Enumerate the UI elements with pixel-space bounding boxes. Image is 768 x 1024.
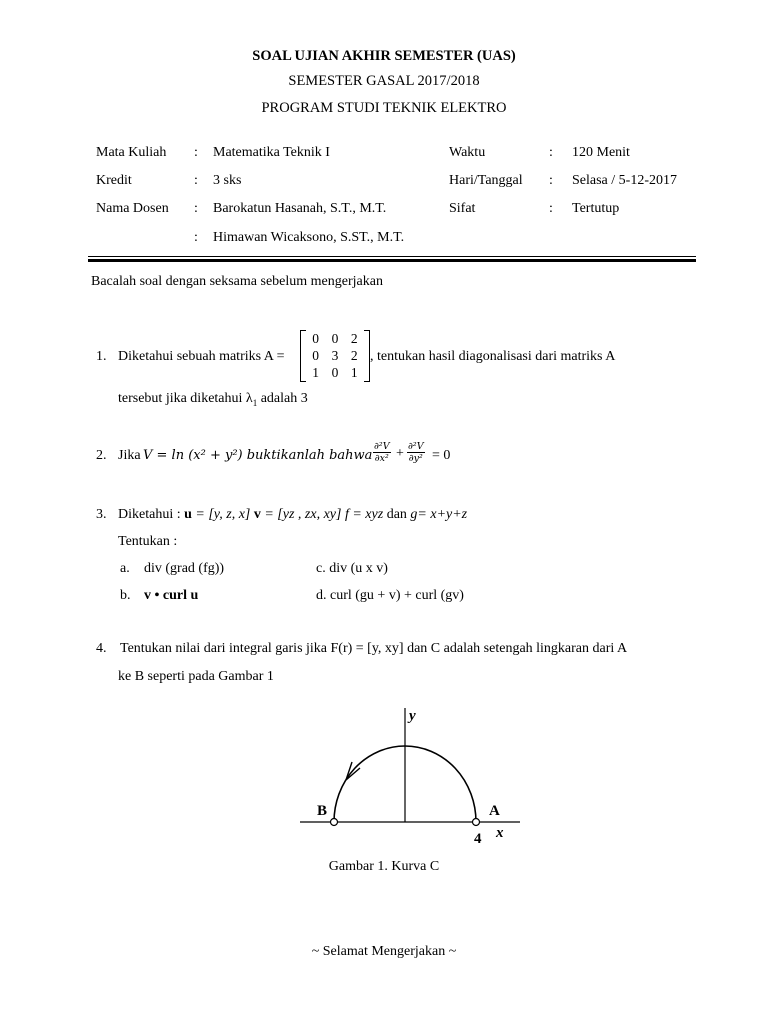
matrix-cell: 0 — [331, 365, 339, 380]
matrix-row — [306, 331, 364, 348]
question-number: 4. — [96, 641, 107, 656]
info-value-date: Selasa / 5-12-2017 — [572, 173, 677, 188]
fraction-numerator: ∂²V — [374, 441, 390, 452]
matrix-cell: 2 — [350, 348, 358, 363]
point-b — [331, 819, 338, 826]
q1-lambda-subscript: 1 — [252, 397, 258, 408]
question-number: 2. — [96, 448, 107, 463]
exam-title: SOAL UJIAN AKHIR SEMESTER (UAS) — [252, 48, 516, 64]
q3-v-def: = [yz , zx, xy] — [260, 507, 345, 522]
q3-f: f — [344, 507, 349, 522]
q4-line-2: ke B seperti pada Gambar 1 — [118, 669, 274, 684]
info-value-lecturer-2: Himawan Wicaksono, S.ST., M.T. — [213, 230, 405, 245]
fraction-numerator: ∂²V — [408, 441, 424, 452]
matrix-cell: 0 — [312, 348, 320, 363]
info-label-credit: Kredit — [96, 173, 132, 188]
info-value-nature: Tertutup — [572, 201, 620, 216]
q3-item-b: v • curl u — [144, 588, 199, 603]
program-label: PROGRAM STUDI TEKNIK ELEKTRO — [261, 100, 507, 116]
q2-plus: + — [396, 446, 404, 461]
q3-item-a-label: a. — [120, 561, 130, 576]
info-colon: : — [194, 173, 198, 188]
info-colon: : — [549, 145, 553, 160]
q1-text-post: , tentukan hasil diagonalisasi dari matriks A — [370, 349, 616, 364]
header-divider-thick — [88, 259, 696, 262]
point-a — [473, 819, 480, 826]
semester-label: SEMESTER GASAL 2017/2018 — [288, 73, 480, 89]
info-colon: : — [194, 230, 198, 245]
q2-fraction-x — [373, 441, 391, 464]
q1-line-2a: tersebut jika diketahui λ — [118, 391, 253, 406]
info-value-course: Matematika Teknik I — [213, 145, 330, 160]
q3-g-def: = x+y+z — [417, 507, 468, 522]
matrix-cell: 3 — [331, 348, 339, 363]
q3-u: u — [184, 507, 192, 522]
matrix-cell: 1 — [312, 365, 320, 380]
matrix-cell: 1 — [350, 365, 358, 380]
x-axis-label: x — [496, 825, 504, 841]
footer-text: ~ Selamat Mengerjakan ~ — [311, 944, 457, 959]
figure-caption: Gambar 1. Kurva C — [328, 859, 440, 874]
q3-given-label: Diketahui : — [118, 507, 185, 522]
info-colon: : — [549, 201, 553, 216]
q3-item-b-label: b. — [120, 588, 131, 603]
info-colon: : — [549, 173, 553, 188]
question-number: 1. — [96, 349, 107, 364]
q3-item-c: c. div (u x v) — [316, 561, 388, 576]
q1-line-2b: adalah 3 — [257, 391, 308, 406]
q3-item-a: div (grad (fg)) — [144, 561, 225, 576]
q3-tentukan: Tentukan : — [118, 534, 178, 549]
info-value-time: 120 Menit — [572, 145, 630, 160]
q2-equals-zero: = 0 — [432, 448, 451, 463]
fraction-denominator: ∂x² — [374, 453, 389, 464]
q2-fraction-y — [407, 441, 425, 464]
q1-line-2 — [118, 391, 308, 408]
info-value-credit: 3 sks — [213, 173, 242, 188]
info-colon: : — [194, 201, 198, 216]
q3-dan: dan — [383, 507, 411, 522]
q3-u-def: = [y, z, x] — [191, 507, 254, 522]
q4-line-1: Tentukan nilai dari integral garis jika F(r) = [y, xy] dan C adalah setengah lingkaran dari A — [120, 641, 628, 656]
q2-jika: Jika — [118, 448, 141, 463]
question-number: 3. — [96, 507, 107, 522]
info-colon: : — [194, 145, 198, 160]
instruction-text: Bacalah soal dengan seksama sebelum mengerjakan — [91, 274, 383, 289]
q3-v: v — [253, 507, 261, 522]
info-label-course: Mata Kuliah — [96, 145, 167, 160]
info-value-lecturer-1: Barokatun Hasanah, S.T., M.T. — [213, 201, 387, 216]
matrix-row — [306, 365, 364, 382]
matrix-row — [306, 348, 364, 365]
y-axis-label: y — [409, 708, 416, 724]
info-label-lecturer: Nama Dosen — [96, 201, 169, 216]
q3-g: g — [410, 507, 418, 522]
label-b: B — [317, 803, 328, 819]
q1-text-pre: Diketahui sebuah matriks A = — [118, 349, 285, 364]
matrix-cell: 0 — [312, 331, 320, 346]
fraction-denominator: ∂y² — [408, 453, 423, 464]
q3-item-d: d. curl (gu + v) + curl (gv) — [316, 588, 464, 603]
figure-curve-c — [290, 700, 530, 850]
header-divider-thin — [88, 256, 696, 257]
label-a: A — [489, 803, 500, 819]
matrix-cell: 0 — [331, 331, 339, 346]
q3-given — [118, 507, 467, 523]
info-label-time: Waktu — [449, 145, 486, 160]
info-label-nature: Sifat — [449, 201, 476, 216]
info-label-date: Hari/Tanggal — [449, 173, 523, 188]
q3-f-def: = xyz — [348, 507, 384, 522]
matrix-a — [300, 328, 370, 382]
tick-label: 4 — [474, 831, 482, 847]
matrix-cell: 2 — [350, 331, 358, 346]
q2-expression: V = ln (x² + y²) buktikanlah bahwa — [143, 448, 373, 463]
